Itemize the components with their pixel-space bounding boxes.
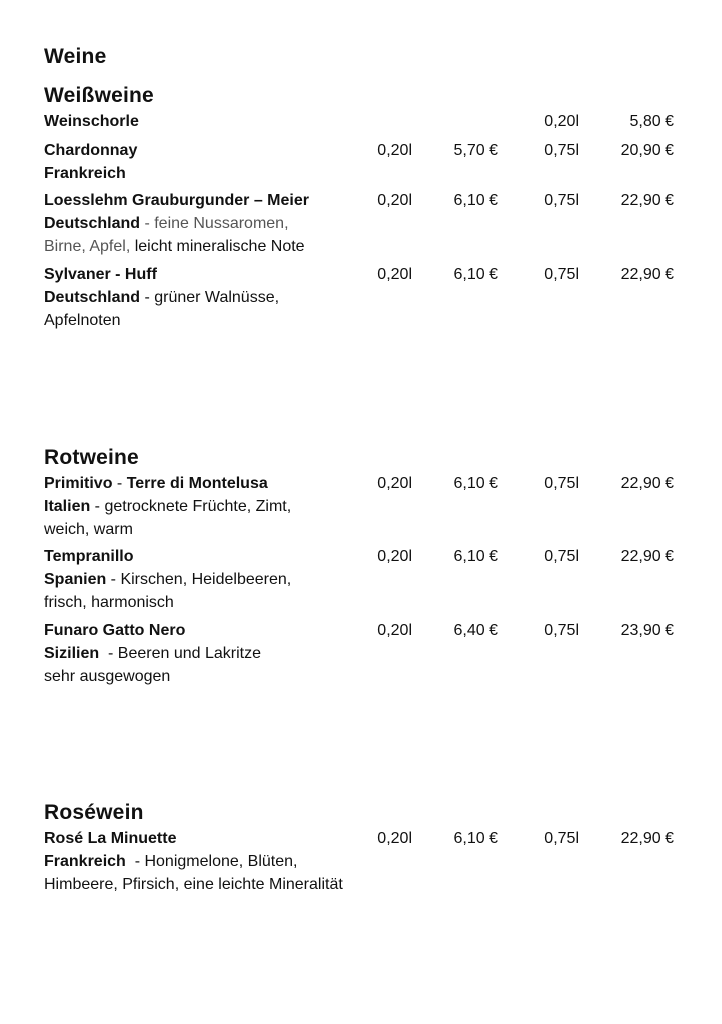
volume-small: 0,20l bbox=[377, 475, 412, 492]
price-small: 6,10 € bbox=[453, 548, 498, 565]
volume-large: 0,75l bbox=[544, 548, 579, 565]
wine-description-muted: Birne, Apfel, bbox=[44, 238, 131, 255]
wine-item-primitivo bbox=[44, 472, 684, 541]
price-large: 22,90 € bbox=[620, 192, 674, 209]
wine-country: Frankreich bbox=[44, 165, 126, 182]
wine-description: - grüner Walnüsse, bbox=[140, 289, 280, 306]
volume-small: 0,20l bbox=[377, 548, 412, 565]
wine-item-tempranillo bbox=[44, 545, 684, 614]
volume-large: 0,75l bbox=[544, 830, 579, 847]
price-small: 5,70 € bbox=[453, 142, 498, 159]
wine-name: Sylvaner - Huff bbox=[44, 266, 157, 283]
wine-description: - Beeren und Lakritze bbox=[99, 645, 261, 662]
price-small: 6,10 € bbox=[453, 192, 498, 209]
price-large: 23,90 € bbox=[620, 622, 674, 639]
volume-large: 0,75l bbox=[544, 622, 579, 639]
wine-country: Spanien bbox=[44, 571, 107, 588]
volume-large: 0,75l bbox=[544, 266, 579, 283]
wine-description: sehr ausgewogen bbox=[44, 668, 171, 685]
volume-large: 0,75l bbox=[544, 475, 579, 492]
wine-name: Tempranillo bbox=[44, 548, 134, 565]
price-small: 6,10 € bbox=[453, 475, 498, 492]
wine-country: Frankreich bbox=[44, 853, 126, 870]
price-large: 22,90 € bbox=[620, 266, 674, 283]
wine-country: Deutschland bbox=[44, 289, 141, 306]
price-small: 6,10 € bbox=[453, 830, 498, 847]
wine-country: Italien bbox=[44, 498, 91, 515]
page-title: Weine bbox=[44, 45, 107, 68]
price-large: 22,90 € bbox=[620, 830, 674, 847]
price-small: 6,10 € bbox=[453, 266, 498, 283]
volume-large: 0,20l bbox=[544, 113, 579, 130]
wine-country: Sizilien bbox=[44, 645, 100, 662]
price-large: 22,90 € bbox=[620, 475, 674, 492]
wine-item-sylvaner bbox=[44, 263, 684, 332]
volume-small: 0,20l bbox=[377, 192, 412, 209]
price-large: 20,90 € bbox=[620, 142, 674, 159]
wine-description: Apfelnoten bbox=[44, 312, 121, 329]
volume-small: 0,20l bbox=[377, 266, 412, 283]
wine-description: - Honigmelone, Blüten, bbox=[125, 853, 298, 870]
price-large: 22,90 € bbox=[620, 548, 674, 565]
volume-large: 0,75l bbox=[544, 142, 579, 159]
section-heading-rose-wine: Roséwein bbox=[44, 801, 144, 824]
wine-name: Chardonnay bbox=[44, 142, 138, 159]
wine-name: Loesslehm Grauburgunder – Meier bbox=[44, 192, 309, 209]
wine-item-weinschorle bbox=[44, 110, 684, 133]
wine-item-chardonnay bbox=[44, 139, 684, 185]
wine-description: - getrocknete Früchte, Zimt, bbox=[90, 498, 292, 515]
wine-description: Himbeere, Pfirsich, eine leichte Mineralität bbox=[44, 876, 343, 893]
wine-name bbox=[44, 472, 268, 495]
volume-small: 0,20l bbox=[377, 830, 412, 847]
wine-name-part: Terre di Montelusa bbox=[126, 475, 268, 492]
wine-description: - feine Nussaromen, bbox=[140, 215, 289, 232]
price-large: 5,80 € bbox=[629, 113, 674, 130]
wine-description: frisch, harmonisch bbox=[44, 594, 174, 611]
volume-large: 0,75l bbox=[544, 192, 579, 209]
volume-small: 0,20l bbox=[377, 142, 412, 159]
section-heading-red-wines: Rotweine bbox=[44, 446, 139, 469]
wine-name-part: Primitivo bbox=[44, 475, 113, 492]
wine-name: Funaro Gatto Nero bbox=[44, 622, 186, 639]
price-small: 6,40 € bbox=[453, 622, 498, 639]
wine-country: Deutschland bbox=[44, 215, 141, 232]
wine-item-rose-la-minuette bbox=[44, 827, 684, 896]
wine-description: weich, warm bbox=[44, 521, 133, 538]
wine-name-separator: - bbox=[112, 475, 127, 492]
wine-item-grauburgunder bbox=[44, 189, 684, 258]
wine-description: - Kirschen, Heidelbeeren, bbox=[106, 571, 292, 588]
wine-name: Rosé La Minuette bbox=[44, 830, 177, 847]
volume-small: 0,20l bbox=[377, 622, 412, 639]
wine-name: Weinschorle bbox=[44, 113, 139, 130]
wine-description: leicht mineralische Note bbox=[130, 238, 305, 255]
wine-item-funaro-gatto-nero bbox=[44, 619, 684, 688]
section-heading-white-wines: Weißweine bbox=[44, 84, 154, 107]
